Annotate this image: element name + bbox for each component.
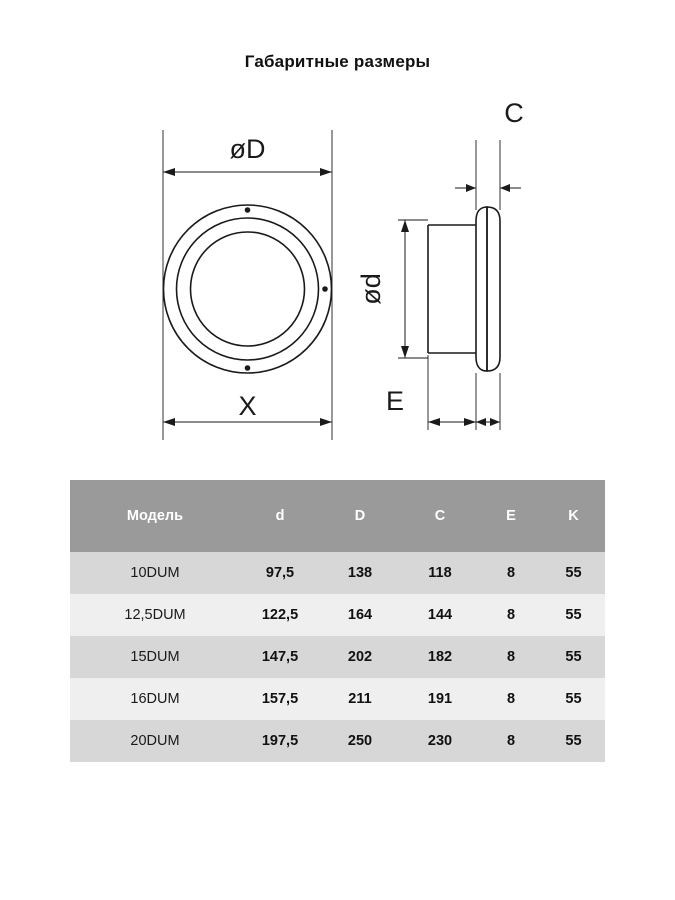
cell-D: 250 — [320, 720, 400, 762]
cell-model: 16DUM — [70, 678, 240, 720]
label-e-dimension: E — [385, 386, 405, 416]
label-outer-diameter: øD — [229, 134, 266, 164]
table-row — [70, 636, 605, 678]
cell-model: 15DUM — [70, 636, 240, 678]
cell-E: 8 — [480, 594, 542, 636]
column-header-d: d — [240, 480, 320, 552]
cell-C: 144 — [400, 594, 480, 636]
cell-d: 97,5 — [240, 552, 320, 594]
cell-model: 20DUM — [70, 720, 240, 762]
cell-C: 118 — [400, 552, 480, 594]
column-header-D: D — [320, 480, 400, 552]
cell-C: 182 — [400, 636, 480, 678]
cell-D: 164 — [320, 594, 400, 636]
cell-E: 8 — [480, 678, 542, 720]
column-header-C: C — [400, 480, 480, 552]
cell-D: 138 — [320, 552, 400, 594]
table-row — [70, 678, 605, 720]
cell-C: 230 — [400, 720, 480, 762]
cell-d: 157,5 — [240, 678, 320, 720]
label-inner-diameter: ød — [356, 273, 386, 305]
dimensions-table — [70, 480, 605, 762]
label-x-dimension: X — [238, 391, 257, 421]
column-header-E: E — [480, 480, 542, 552]
table-row — [70, 720, 605, 762]
cell-d: 197,5 — [240, 720, 320, 762]
cell-d: 147,5 — [240, 636, 320, 678]
table-row — [70, 594, 605, 636]
cell-K: 55 — [542, 636, 605, 678]
cell-D: 211 — [320, 678, 400, 720]
column-header-model: Модель — [70, 480, 240, 552]
table-header-row — [70, 480, 605, 552]
cell-K: 55 — [542, 720, 605, 762]
page-title: Габаритные размеры — [244, 52, 431, 71]
cell-C: 191 — [400, 678, 480, 720]
cell-E: 8 — [480, 552, 542, 594]
cell-K: 55 — [542, 678, 605, 720]
label-c-dimension: C — [504, 98, 524, 128]
cell-D: 202 — [320, 636, 400, 678]
cell-E: 8 — [480, 636, 542, 678]
cell-model: 12,5DUM — [70, 594, 240, 636]
column-header-K: K — [542, 480, 605, 552]
technical-drawing — [0, 80, 675, 460]
cell-model: 10DUM — [70, 552, 240, 594]
cell-K: 55 — [542, 552, 605, 594]
cell-E: 8 — [480, 720, 542, 762]
cell-K: 55 — [542, 594, 605, 636]
table-row — [70, 552, 605, 594]
cell-d: 122,5 — [240, 594, 320, 636]
